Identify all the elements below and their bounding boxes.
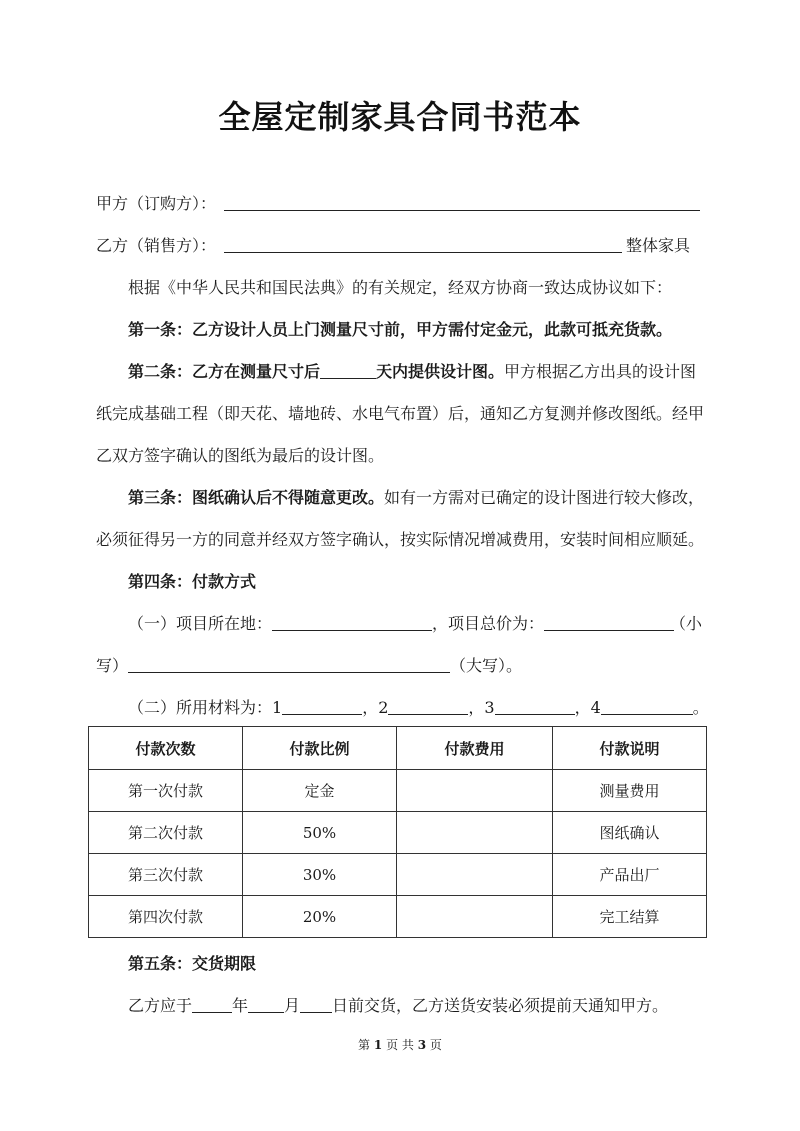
header-payment-note: 付款说明	[553, 727, 707, 770]
item-2-label: （二）所用材料为：1	[128, 698, 283, 717]
cell-count: 第四次付款	[89, 896, 243, 938]
footer-suffix: 页	[429, 1038, 442, 1052]
table-row	[89, 770, 707, 812]
cell-fee[interactable]	[397, 896, 553, 938]
cell-ratio: 定金	[243, 770, 397, 812]
page-footer	[0, 1036, 800, 1053]
article-2-rest: 甲方根据乙方出具的设计图	[504, 362, 697, 381]
year-label: 年	[232, 996, 249, 1015]
intro-paragraph: 根据《中华人民共和国民法典》的有关规定，经双方协商一致达成协议如下：	[128, 278, 673, 297]
article-2-bold-a: 第二条：乙方在测量尺寸后	[128, 362, 321, 381]
item-1-line-1	[128, 614, 702, 634]
cell-note: 产品出厂	[553, 854, 707, 896]
header-payment-fee: 付款费用	[397, 727, 553, 770]
footer-prefix: 第	[358, 1038, 371, 1052]
article-2-line-2: 纸完成基础工程（即天花、墙地砖、水电气布置）后，通知乙方复测并修改图纸。经甲	[96, 404, 705, 423]
party-a-line	[96, 194, 702, 214]
material-2-blank[interactable]	[388, 698, 468, 715]
article-3-line-1	[128, 488, 705, 508]
page-title: 全屋定制家具合同书范本	[218, 98, 582, 136]
item-2-sep-4: ，4	[574, 698, 601, 717]
table-row	[89, 896, 707, 938]
article-2-line-1	[128, 362, 702, 382]
article-4-heading: 第四条：付款方式	[128, 572, 257, 591]
item-1-capital-label: （大写）。	[450, 656, 523, 675]
cell-fee[interactable]	[397, 854, 553, 896]
item-2-end: 。	[692, 698, 709, 717]
item-1-line-2	[96, 656, 702, 676]
footer-total-pages: 3	[417, 1038, 427, 1052]
item-1-write-label: 写）	[96, 656, 129, 675]
table-row	[89, 854, 707, 896]
total-price-blank[interactable]	[544, 614, 674, 631]
cell-fee[interactable]	[397, 812, 553, 854]
article-5-heading: 第五条：交货期限	[128, 954, 257, 973]
material-3-blank[interactable]	[495, 698, 575, 715]
party-a-blank[interactable]	[224, 210, 700, 211]
item-1-total-label: ，项目总价为：	[432, 614, 545, 633]
day-blank[interactable]	[300, 996, 332, 1013]
footer-page-number: 1	[373, 1038, 383, 1052]
party-b-blank[interactable]	[224, 252, 622, 253]
party-b-suffix: 整体家具	[626, 236, 691, 255]
location-blank[interactable]	[272, 614, 432, 631]
item-2-sep-2: ，2	[362, 698, 389, 717]
item-1-small-label: （小	[669, 614, 702, 633]
table-row	[89, 812, 707, 854]
article-3-bold: 第三条：图纸确认后不得随意更改。	[128, 488, 385, 507]
item-1-location-label: （一）项目所在地：	[128, 614, 273, 633]
party-a-label: 甲方（订购方）：	[96, 194, 217, 213]
header-payment-count: 付款次数	[89, 727, 243, 770]
article-2-days-blank[interactable]	[320, 362, 376, 379]
footer-middle: 页 共	[386, 1038, 414, 1052]
material-4-blank[interactable]	[601, 698, 693, 715]
party-b-label: 乙方（销售方）：	[96, 236, 217, 255]
cell-note: 完工结算	[553, 896, 707, 938]
year-blank[interactable]	[192, 996, 232, 1013]
cell-count: 第一次付款	[89, 770, 243, 812]
cell-ratio: 50%	[243, 812, 397, 854]
item-2-line	[128, 698, 709, 718]
delivery-rest: 日前交货，乙方送货安装必须提前天通知甲方。	[332, 996, 669, 1015]
cell-fee[interactable]	[397, 770, 553, 812]
cell-ratio: 30%	[243, 854, 397, 896]
article-1: 第一条：乙方设计人员上门测量尺寸前，甲方需付定金元，此款可抵充货款。	[128, 320, 673, 339]
cell-note: 测量费用	[553, 770, 707, 812]
article-2-bold-b: 天内提供设计图。	[376, 362, 505, 381]
table-header-row	[89, 727, 707, 770]
header-payment-ratio: 付款比例	[243, 727, 397, 770]
item-2-sep-3: ，3	[468, 698, 495, 717]
payment-table	[88, 726, 707, 938]
article-3-rest: 如有一方需对已确定的设计图进行较大修改，	[384, 488, 705, 507]
month-blank[interactable]	[248, 996, 284, 1013]
article-3-line-2: 必须征得另一方的同意并经双方签字确认，按实际情况增减费用，安装时间相应顺延。	[96, 530, 705, 549]
party-b-line	[96, 236, 702, 256]
month-label: 月	[284, 996, 301, 1015]
material-1-blank[interactable]	[282, 698, 362, 715]
article-2-line-3: 乙双方签字确认的图纸为最后的设计图。	[96, 446, 385, 465]
delivery-label: 乙方应于	[128, 996, 193, 1015]
cell-count: 第二次付款	[89, 812, 243, 854]
total-price-words-blank[interactable]	[128, 656, 450, 673]
delivery-line	[128, 996, 702, 1016]
cell-note: 图纸确认	[553, 812, 707, 854]
cell-count: 第三次付款	[89, 854, 243, 896]
cell-ratio: 20%	[243, 896, 397, 938]
